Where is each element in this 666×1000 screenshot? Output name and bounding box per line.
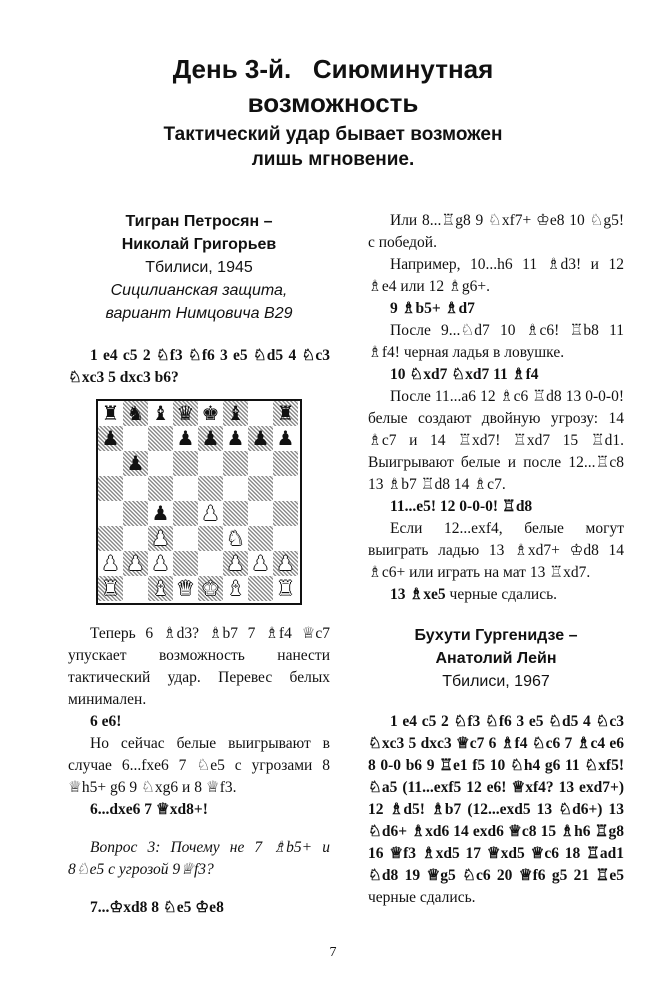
- square-d3: [173, 526, 198, 551]
- square-g7: [248, 426, 273, 451]
- square-c4: [148, 501, 173, 526]
- square-g1: [248, 576, 273, 601]
- square-f6: [223, 451, 248, 476]
- square-b2: [123, 551, 148, 576]
- square-g6: [248, 451, 273, 476]
- square-e2: [198, 551, 223, 576]
- chapter-title-line2: возможность: [247, 88, 419, 118]
- right-move-3: 11...e5! 12 0-0-0! ♖d8: [390, 498, 533, 515]
- square-e1: [198, 576, 223, 601]
- game1-opening-line1: Сицилианская защита,: [110, 282, 288, 299]
- white-king-icon: ♚: [201, 576, 220, 600]
- right-paragraph-5: Если 12...exf4, белые могут выиграть ладью 13 ♗xd7+ ♔d8 14 ♗c6+ или играть на мат 13 ♖xd7.: [368, 520, 624, 581]
- square-d7: [173, 426, 198, 451]
- square-b7: [123, 426, 148, 451]
- black-rook-icon: ♜: [101, 401, 120, 425]
- square-h6: [273, 451, 298, 476]
- square-f4: [223, 501, 248, 526]
- black-queen-icon: ♛: [176, 401, 195, 425]
- black-pawn-icon: ♟: [276, 426, 295, 450]
- left-paragraph-1: Теперь 6 ♗d3? ♗b7 7 ♗f4 ♕c7 упускает возможность нанести тактический удар. Перевес белых минимален.: [68, 625, 330, 708]
- right-paragraph-4: После 11...a6 12 ♗c6 ♖d8 13 0-0-0! белые создают двойную угрозу: 14 ♗c7 и 14 ♖xd7! ♖xd7 15 ♖d1. Выигрывают белые и после 12...♖c8 13 ♗b7 ♖d8 14 ♗c7.: [368, 388, 624, 493]
- square-g5: [248, 476, 273, 501]
- white-pawn-icon: ♟: [201, 501, 220, 525]
- game1-moves: 1 e4 c5 2 ♘f3 ♘f6 3 e5 ♘d5 4 ♘c3 ♘xc3 5 dxc3 b6?: [68, 347, 330, 386]
- square-e6: [198, 451, 223, 476]
- white-pawn-icon: ♟: [151, 526, 170, 550]
- square-f8: [223, 401, 248, 426]
- square-b5: [123, 476, 148, 501]
- white-rook-icon: ♜: [101, 576, 120, 600]
- square-d4: [173, 501, 198, 526]
- square-a8: [98, 401, 123, 426]
- chess-board-diagram: [96, 399, 302, 605]
- black-pawn-icon: ♟: [126, 451, 145, 475]
- white-bishop-icon: ♝: [151, 576, 170, 600]
- square-e5: [198, 476, 223, 501]
- left-column: [68, 210, 330, 919]
- square-c1: [148, 576, 173, 601]
- square-h3: [273, 526, 298, 551]
- left-move-3: 7...♔xd8 8 ♘e5 ♔e8: [90, 899, 224, 916]
- game1-white-player: Тигран Петросян –: [125, 213, 273, 230]
- left-move-2: 6...dxe6 7 ♕xd8+!: [90, 801, 208, 818]
- square-d6: [173, 451, 198, 476]
- square-a6: [98, 451, 123, 476]
- black-pawn-icon: ♟: [251, 426, 270, 450]
- square-h8: [273, 401, 298, 426]
- square-b6: [123, 451, 148, 476]
- square-f5: [223, 476, 248, 501]
- square-e8: [198, 401, 223, 426]
- square-d1: [173, 576, 198, 601]
- square-d5: [173, 476, 198, 501]
- black-pawn-icon: ♟: [101, 426, 120, 450]
- chapter-subtitle-line2: лишь мгновение.: [251, 149, 415, 170]
- square-h7: [273, 426, 298, 451]
- white-pawn-icon: ♟: [226, 551, 245, 575]
- game2-black-player: Анатолий Лейн: [435, 650, 557, 667]
- game2-moves: 1 e4 c5 2 ♘f3 ♘f6 3 e5 ♘d5 4 ♘c3 ♘xc3 5 dxc3 ♕c7 6 ♗f4 ♘c6 7 ♗c4 e6 8 0-0 b6 9 ♖e1 f5 10 ♘h4 g6 11 ♘xf5! ♘a5 (11...exf5 12 e6! ♕xf4? 13 exd7+) 12 ♗d5! ♗b7 (12...exd5 13 ♘d6+) 13 ♘d6+ ♗xd6 14 exd6 ♕c8 15 ♗h6 ♖g8 16 ♕f3 ♗xd5 17 ♕xd5 ♕c6 18 ♖ad1 ♘d8 19 ♕g5 ♘c6 20 ♕f6 g5 21 ♖e5: [368, 713, 624, 884]
- square-e7: [198, 426, 223, 451]
- square-g8: [248, 401, 273, 426]
- right-paragraph-1: Или 8...♖g8 9 ♘xf7+ ♔e8 10 ♘g5! с победой.: [368, 212, 624, 251]
- white-pawn-icon: ♟: [276, 551, 295, 575]
- white-queen-icon: ♛: [176, 576, 195, 600]
- right-paragraph-3: После 9...♘d7 10 ♗c6! ♖b8 11 ♗f4! черная ладья в ловушке.: [368, 322, 624, 361]
- square-f7: [223, 426, 248, 451]
- square-h4: [273, 501, 298, 526]
- white-pawn-icon: ♟: [101, 551, 120, 575]
- chapter-title: [0, 52, 666, 120]
- game2-place: Тбилиси, 1967: [442, 673, 550, 690]
- game2-moves-paragraph: [368, 711, 624, 909]
- game1-black-player: Николай Григорьев: [121, 236, 277, 253]
- square-h1: [273, 576, 298, 601]
- square-a7: [98, 426, 123, 451]
- square-b3: [123, 526, 148, 551]
- chapter-title-line1: День 3-й. Сиюминутная: [172, 54, 494, 84]
- right-paragraph-6: [368, 584, 624, 606]
- game2-white-player: Бухути Гургенидзе –: [414, 627, 578, 644]
- left-move-1: 6 e6!: [90, 713, 122, 730]
- right-move-2: 10 ♘xd7 ♘xd7 11 ♗f4: [390, 366, 539, 383]
- black-knight-icon: ♞: [126, 401, 145, 425]
- square-c3: [148, 526, 173, 551]
- square-b4: [123, 501, 148, 526]
- white-bishop-icon: ♝: [226, 576, 245, 600]
- square-c2: [148, 551, 173, 576]
- right-move-1: 9 ♗b5+ ♗d7: [390, 300, 475, 317]
- square-e3: [198, 526, 223, 551]
- square-b1: [123, 576, 148, 601]
- white-pawn-icon: ♟: [251, 551, 270, 575]
- square-c6: [148, 451, 173, 476]
- square-c8: [148, 401, 173, 426]
- final-move: 13 ♗xe5: [390, 586, 446, 603]
- square-d2: [173, 551, 198, 576]
- square-c5: [148, 476, 173, 501]
- white-pawn-icon: ♟: [126, 551, 145, 575]
- square-f1: [223, 576, 248, 601]
- black-rook-icon: ♜: [276, 401, 295, 425]
- game2-result: черные сдались.: [368, 889, 476, 906]
- game1-opening-line2: вариант Нимцовича B29: [105, 305, 293, 322]
- black-king-icon: ♚: [201, 401, 220, 425]
- black-bishop-icon: ♝: [226, 401, 245, 425]
- white-knight-icon: ♞: [226, 526, 245, 550]
- game2-header: [368, 624, 624, 693]
- left-paragraph-2: Но сейчас белые выигрывают в случае 6...fxe6 7 ♘e5 с угрозами 8 ♕h5+ g6 9 ♘xg6 и 8 ♕f3.: [68, 735, 330, 796]
- white-pawn-icon: ♟: [151, 551, 170, 575]
- white-rook-icon: ♜: [276, 576, 295, 600]
- square-g3: [248, 526, 273, 551]
- square-b8: [123, 401, 148, 426]
- square-h2: [273, 551, 298, 576]
- square-g4: [248, 501, 273, 526]
- square-h5: [273, 476, 298, 501]
- right-paragraph-2: Например, 10...h6 11 ♗d3! и 12 ♗e4 или 12 ♗g6+.: [368, 256, 624, 295]
- square-a4: [98, 501, 123, 526]
- square-a1: [98, 576, 123, 601]
- resignation-text: черные сдались.: [445, 586, 558, 603]
- square-f2: [223, 551, 248, 576]
- square-f3: [223, 526, 248, 551]
- game1-place: Тбилиси, 1945: [145, 259, 253, 276]
- chapter-subtitle-line1: Тактический удар бывает возможен: [163, 124, 503, 145]
- page-number: 7: [329, 945, 337, 960]
- black-pawn-icon: ♟: [226, 426, 245, 450]
- square-d8: [173, 401, 198, 426]
- square-g2: [248, 551, 273, 576]
- square-a3: [98, 526, 123, 551]
- black-bishop-icon: ♝: [151, 401, 170, 425]
- game1-header: [68, 210, 330, 325]
- square-a2: [98, 551, 123, 576]
- black-pawn-icon: ♟: [201, 426, 220, 450]
- chapter-subtitle: [0, 122, 666, 172]
- question-3: Вопрос 3: Почему не 7 ♗b5+ и 8♘e5 с угрозой 9♕f3?: [68, 839, 330, 878]
- square-c7: [148, 426, 173, 451]
- black-pawn-icon: ♟: [176, 426, 195, 450]
- square-a5: [98, 476, 123, 501]
- square-e4: [198, 501, 223, 526]
- black-pawn-icon: ♟: [151, 501, 170, 525]
- right-column: [368, 210, 624, 909]
